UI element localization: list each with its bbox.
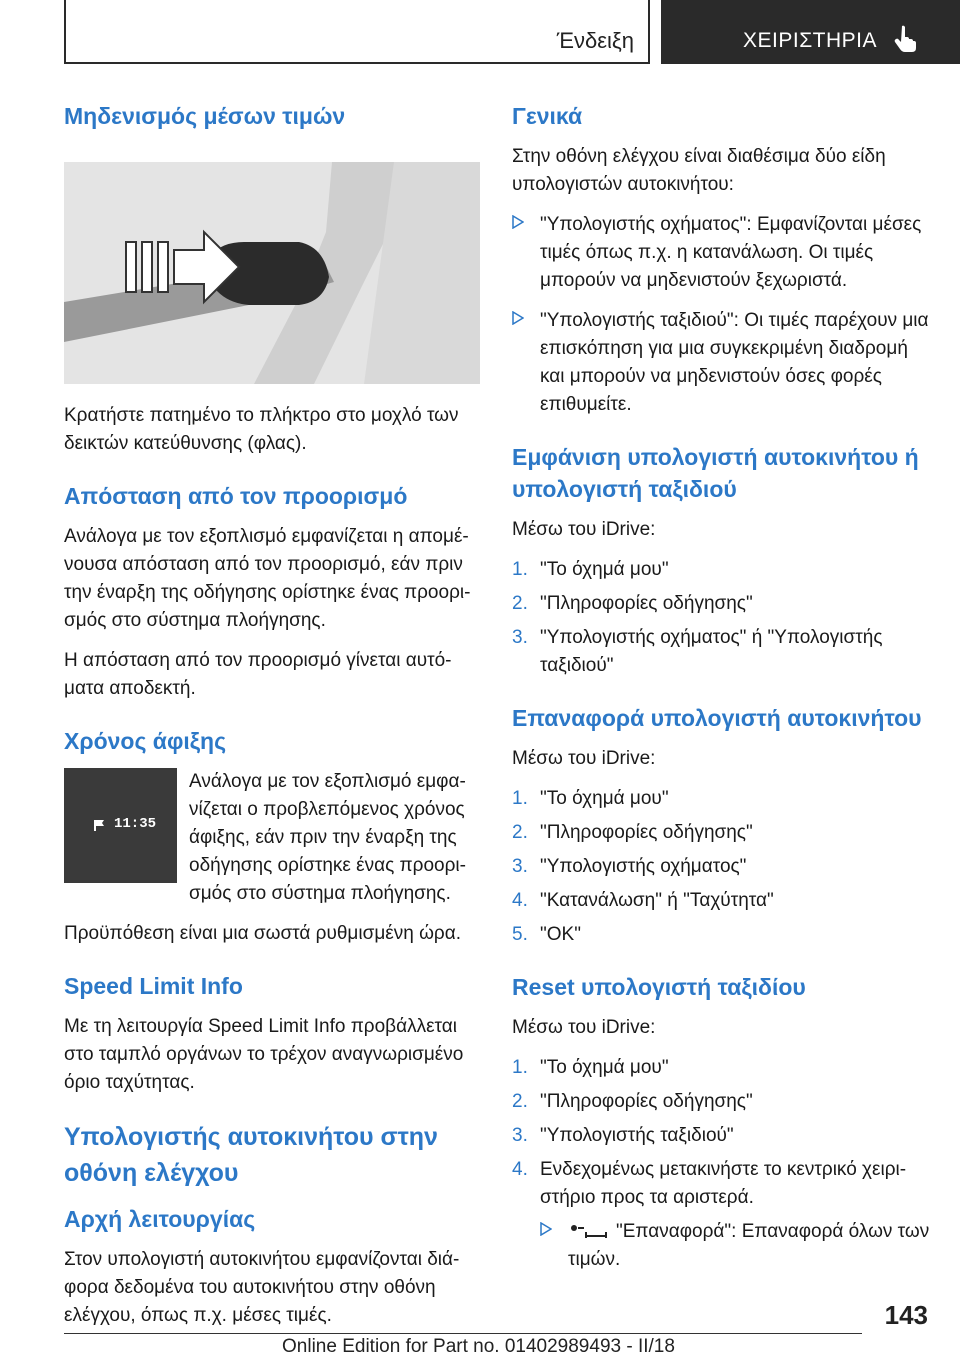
footer-divider [64,1333,862,1334]
section-text: Κρατήστε πατημένο το πλήκτρο στο μοχλό των δεικτών κατεύθυνσης (φλας). [64,405,459,454]
step-text: "Το όχημά μου" [540,559,669,580]
section-text: Μέσω του iDrive: [512,1017,656,1038]
arrival-time-readout: 11:35 [114,816,157,832]
steps-list [512,1054,930,1274]
list-item: 3. "Υπολογιστής οχήματος" ή "Υπολογιστής ταξιδιού" [512,627,883,676]
step-text: "OK" [540,924,581,945]
turn-signal-lever-image [64,162,480,384]
triangle-bullet-icon [540,1222,552,1236]
list-item: 2. "Πληροφορίες οδήγησης" [512,1091,753,1112]
list-item: 1. "Το όχημά μου" [512,788,669,809]
section-title: Εμφάνιση υπολογιστή αυτοκινήτου ή υπολογιστή ταξιδιού [512,444,919,502]
list-item [512,211,930,295]
section-title: Γενικά [512,103,583,129]
steps-list [512,785,930,949]
section-title: Αρχή λειτουργίας [64,1206,256,1232]
section-general [512,100,930,419]
section-text: Ανάλογα με τον εξοπλισμό εμφανίζεται ο προβλεπόμενος χρόνος άφιξης, εάν πριν την έναρξη της οδήγησης ορίστηκε ένας προορισμός στο σύστημα πλοήγησης. [189,771,466,904]
step-text: "Υπολογιστής οχήματος" ή "Υπολογιστής ταξιδιού" [540,627,883,676]
list-item-text: "Υπολογιστής οχήματος": Εμφανίζονται μέσες τιμές όπως π.χ. η κατανάλωση. Οι τιμές μπορούν να μηδενιστούν ξεχωριστά. [540,214,922,291]
section-title: Reset υπολογιστή ταξιδίου [512,974,806,1000]
section-text: Στην οθόνη ελέγχου είναι διαθέσιμα δύο είδη υπολογιστών αυτοκινήτου: [512,146,886,195]
list-item-text: "Υπολογιστής ταξιδιού": Οι τιμές παρέχουν μια επισκόπηση για μια συγκεκριμένη διαδρομή και μπορούν να μηδενιστούν όσες φορές επιθυμείτε. [540,310,929,415]
section-text: Μέσω του iDrive: [512,519,656,540]
list-item: 4. "Κατανάλωση" ή "Ταχύτητα" [512,890,774,911]
step-text: "Πληροφορίες οδήγησης" [540,822,753,843]
arrival-time-display-image [64,768,177,883]
list-item: 2. "Πληροφορίες οδήγησης" [512,822,753,843]
section-title: Απόσταση από τον προορισμό [64,483,408,509]
page-number: 143 [884,1300,928,1330]
sub-item-text: "Επαναφορά": Επαναφορά όλων των τιμών. [568,1221,930,1270]
section-reset-trip-computer [512,971,930,1274]
section-show-computer [512,441,930,680]
triangle-bullet-icon [512,215,524,229]
step-text: "Υπολογιστής οχήματος" [540,856,747,877]
step-text: "Υπολογιστής ταξιδιού" [540,1125,734,1146]
header-section-tab [64,0,650,64]
section-text: Η απόσταση από τον προορισμό γίνεται αυτόματα αποδεκτή. [64,650,452,699]
section-principle [64,1203,482,1330]
section-speed-limit-info [64,970,482,1097]
section-text: Μέσω του iDrive: [512,748,656,769]
section-text: Προϋπόθεση είναι μια σωστά ρυθμισμένη ώρα. [64,923,461,944]
list-item: 4. Ενδεχομένως μετακινήστε το κεντρικό χειριστήριο προς τα αριστερά. "Επαναφορά": Επαναφορά όλων των τιμών. [512,1156,930,1274]
list-item: 3. "Υπολογιστής οχήματος" [512,856,747,877]
list-item: 1. "Το όχημά μου" [512,559,669,580]
list-item: 5. "OK" [512,924,581,945]
right-column [512,100,930,1296]
section-title: Χρόνος άφιξης [64,728,227,754]
section-title: Μηδενισμός μέσων τιμών [64,103,346,129]
triangle-bullet-icon [512,311,524,325]
step-text: Ενδεχομένως μετακινήστε το κεντρικό χειριστήριο προς τα αριστερά. [540,1159,907,1208]
list-item: 1. "Το όχημά μου" [512,1057,669,1078]
section-reset-averages [64,100,482,458]
header-section-label: Ένδειξη [556,28,634,53]
section-text: Ανάλογα με τον εξοπλισμό εμφανίζεται η απομένουσα απόσταση από τον προορισμό, εάν πριν την έναρξη της οδήγησης ορίστηκε ένας προορισμός στο σύστημα πλοήγησης. [64,526,471,631]
left-column [64,100,482,1352]
list-item: 2. "Πληροφορίες οδήγησης" [512,593,753,614]
section-title: Υπολογιστής αυτοκινήτου στην οθόνη ελέγχου [64,1123,438,1187]
section-title: Speed Limit Info [64,973,243,999]
step-text: "Το όχημά μου" [540,788,669,809]
footer-edition: Online Edition for Part no. 01402989493 - II/18 [282,1336,675,1357]
step-text: "Πληροφορίες οδήγησης" [540,1091,753,1112]
list-item [540,1218,930,1274]
section-text: Στον υπολογιστή αυτοκινήτου εμφανίζονται διάφορα δεδομένα του αυτοκινήτου στην οθόνη ελέγχου, όπως π.χ. μέσες τιμές. [64,1249,460,1326]
step-text: "Κατανάλωση" ή "Ταχύτητα" [540,890,774,911]
section-text: Με τη λειτουργία Speed Limit Info προβάλλεται στο ταμπλό οργάνων το τρέχον αναγνωρισμένο όριο ταχύτητας. [64,1016,464,1093]
destination-flag-icon [92,818,108,832]
step-text: "Πληροφορίες οδήγησης" [540,593,753,614]
section-reset-vehicle-computer [512,702,930,949]
controller-left-arrow-icon [568,1224,608,1240]
section-trip-computer [64,1119,482,1191]
computer-types-list [512,211,930,419]
section-distance-destination [64,480,482,703]
steps-list [512,556,930,680]
list-item: 3. "Υπολογιστής ταξιδιού" [512,1125,734,1146]
section-arrival-time [64,725,482,948]
step-text: "Το όχημά μου" [540,1057,669,1078]
section-title: Επαναφορά υπολογιστή αυτοκινήτου [512,705,922,731]
header-chapter-label: ΧΕΙΡΙΣΤΗΡΙΑ [743,29,878,52]
sub-list [540,1218,930,1274]
hand-pointer-icon [893,24,919,52]
list-item [512,307,930,419]
